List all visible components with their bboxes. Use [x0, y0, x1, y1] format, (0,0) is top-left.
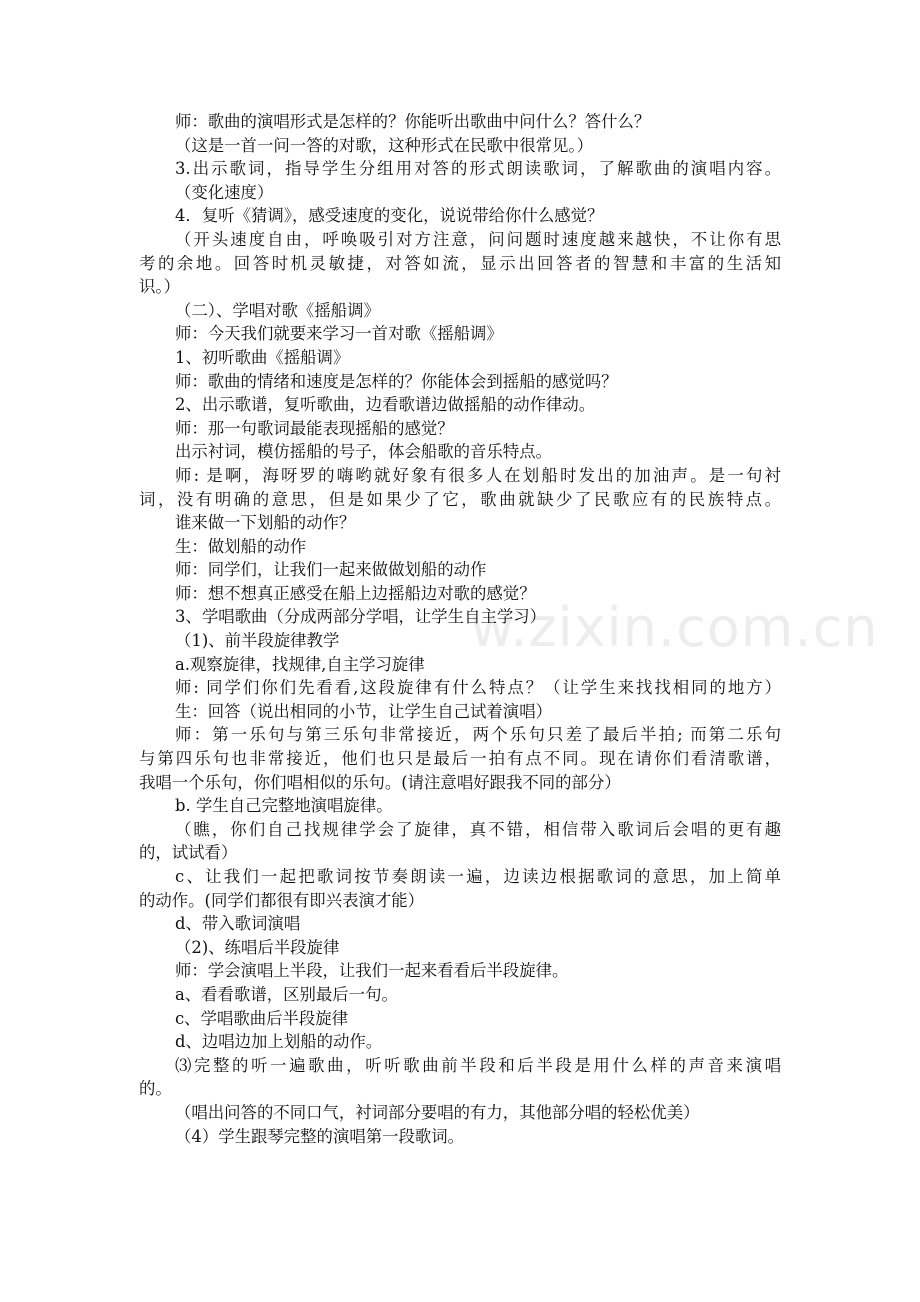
text-line: 识。）: [139, 277, 180, 297]
text-line: c、让我们一起把歌词按节奏朗读一遍，边读边根据歌词的意思，加上简单: [175, 867, 781, 886]
text-line: 生：回答（说出相同的小节，让学生自己试着演唱）: [175, 701, 552, 721]
text-line: （1)、前半段旋律教学: [175, 631, 340, 651]
text-line: （唱出问答的不同口气，衬词部分要唱的有力，其他部分唱的轻松优美）: [175, 1102, 700, 1122]
text-line: （开头速度自由，呼唤吸引对方注意，问问题时速度越来越快，不让你有思: [175, 229, 781, 249]
text-line: 我唱一个乐句，你们唱相似的乐句。(请注意唱好跟我不同的部分）: [139, 772, 621, 792]
text-line: （2)、练唱后半段旋律: [175, 937, 340, 957]
text-line: 师：同学们，让我们一起来做做划船的动作: [175, 560, 487, 580]
text-line: 师: 是啊，海呀罗的嗨哟就好象有很多人在划船时发出的加油声。是一句衬: [175, 465, 781, 485]
text-line: （这是一首一问一答的对歌，这种形式在民歌中很常见。）: [175, 135, 593, 155]
text-line: 师：想不想真正感受在船上边摇船边对歌的感觉？: [175, 583, 536, 603]
text-line: 与第四乐句也非常接近，他们也只是最后一拍有点不同。现在请你们看清歌谱，: [139, 749, 781, 769]
text-line: （瞧，你们自己找规律学会了旋律，真不错，相信带入歌词后会唱的更有趣: [175, 819, 781, 839]
text-line: ⑶完整的听一遍歌曲，听听歌曲前半段和后半段是用什么样的声音来演唱: [175, 1055, 781, 1075]
document-body: [139, 110, 781, 1148]
text-line: 的动作。(同学们都很有即兴表演才能）: [139, 890, 425, 910]
text-line: d、带入歌词演唱: [175, 914, 301, 934]
text-line: 师：今天我们就要来学习一首对歌《摇船调》: [175, 324, 503, 344]
text-line: 谁来做一下划船的动作？: [175, 513, 356, 533]
text-line: 3.出示歌词，指导学生分组用对答的形式朗读歌词，了解歌曲的演唱内容。: [175, 159, 781, 179]
text-line: 词，没有明确的意思，但是如果少了它，歌曲就缺少了民歌应有的民族特点。: [139, 489, 781, 509]
text-line: 师：学会演唱上半段，让我们一起来看看后半段旋律。: [175, 961, 569, 981]
text-line: a.观察旋律，找规律,自主学习旋律: [175, 654, 425, 674]
text-line: 出示衬词，模仿摇船的号子，体会船歌的音乐特点。: [175, 442, 552, 462]
text-line: d、边唱边加上划船的动作。: [175, 1032, 383, 1052]
text-line: 1、初听歌曲《摇船调》: [175, 347, 350, 367]
text-line: 生：做划船的动作: [175, 536, 307, 556]
text-line: 的，试试看）: [139, 843, 238, 863]
text-line: b. 学生自己完整地演唱旋律。: [175, 796, 393, 816]
watermark: w.zixin.com.cn: [470, 596, 879, 659]
text-line: 4．复听《猜调》，感受速度的变化，说说带给你什么感觉？: [175, 206, 604, 226]
text-line: 师：歌曲的演唱形式是怎样的？你能听出歌曲中问什么？答什么？: [175, 112, 651, 131]
text-line: 师：歌曲的情绪和速度是怎样的？你能体会到摇船的感觉吗？: [175, 371, 618, 391]
text-line: 2、出示歌谱，复听歌曲，边看歌谱边做摇船的动作律动。: [175, 395, 596, 415]
text-line: 师：第一乐句与第三乐句非常接近，两个乐句只差了最后半拍; 而第二乐句: [175, 725, 781, 745]
text-line: 师: 同学们你们先看看,这段旋律有什么特点？（让学生来找找相同的地方）: [175, 678, 781, 698]
text-line: （二）、学唱对歌《摇船调》: [175, 300, 380, 320]
text-line: 师：那一句歌词最能表现摇船的感觉？: [175, 418, 454, 438]
text-line: （变化速度）: [175, 182, 274, 202]
text-line: a、看看歌谱，区别最后一句。: [175, 984, 398, 1004]
text-line: 考的余地。回答时机灵敏捷，对答如流，显示出回答者的智慧和丰富的生活知: [139, 253, 781, 273]
text-line: 的。: [139, 1079, 172, 1099]
text-line: （4）学生跟琴完整的演唱第一段歌词。: [175, 1126, 465, 1146]
text-line: 3、学唱歌曲（分成两部分学唱，让学生自主学习）: [175, 607, 547, 627]
text-line: c、学唱歌曲后半段旋律: [175, 1008, 349, 1028]
